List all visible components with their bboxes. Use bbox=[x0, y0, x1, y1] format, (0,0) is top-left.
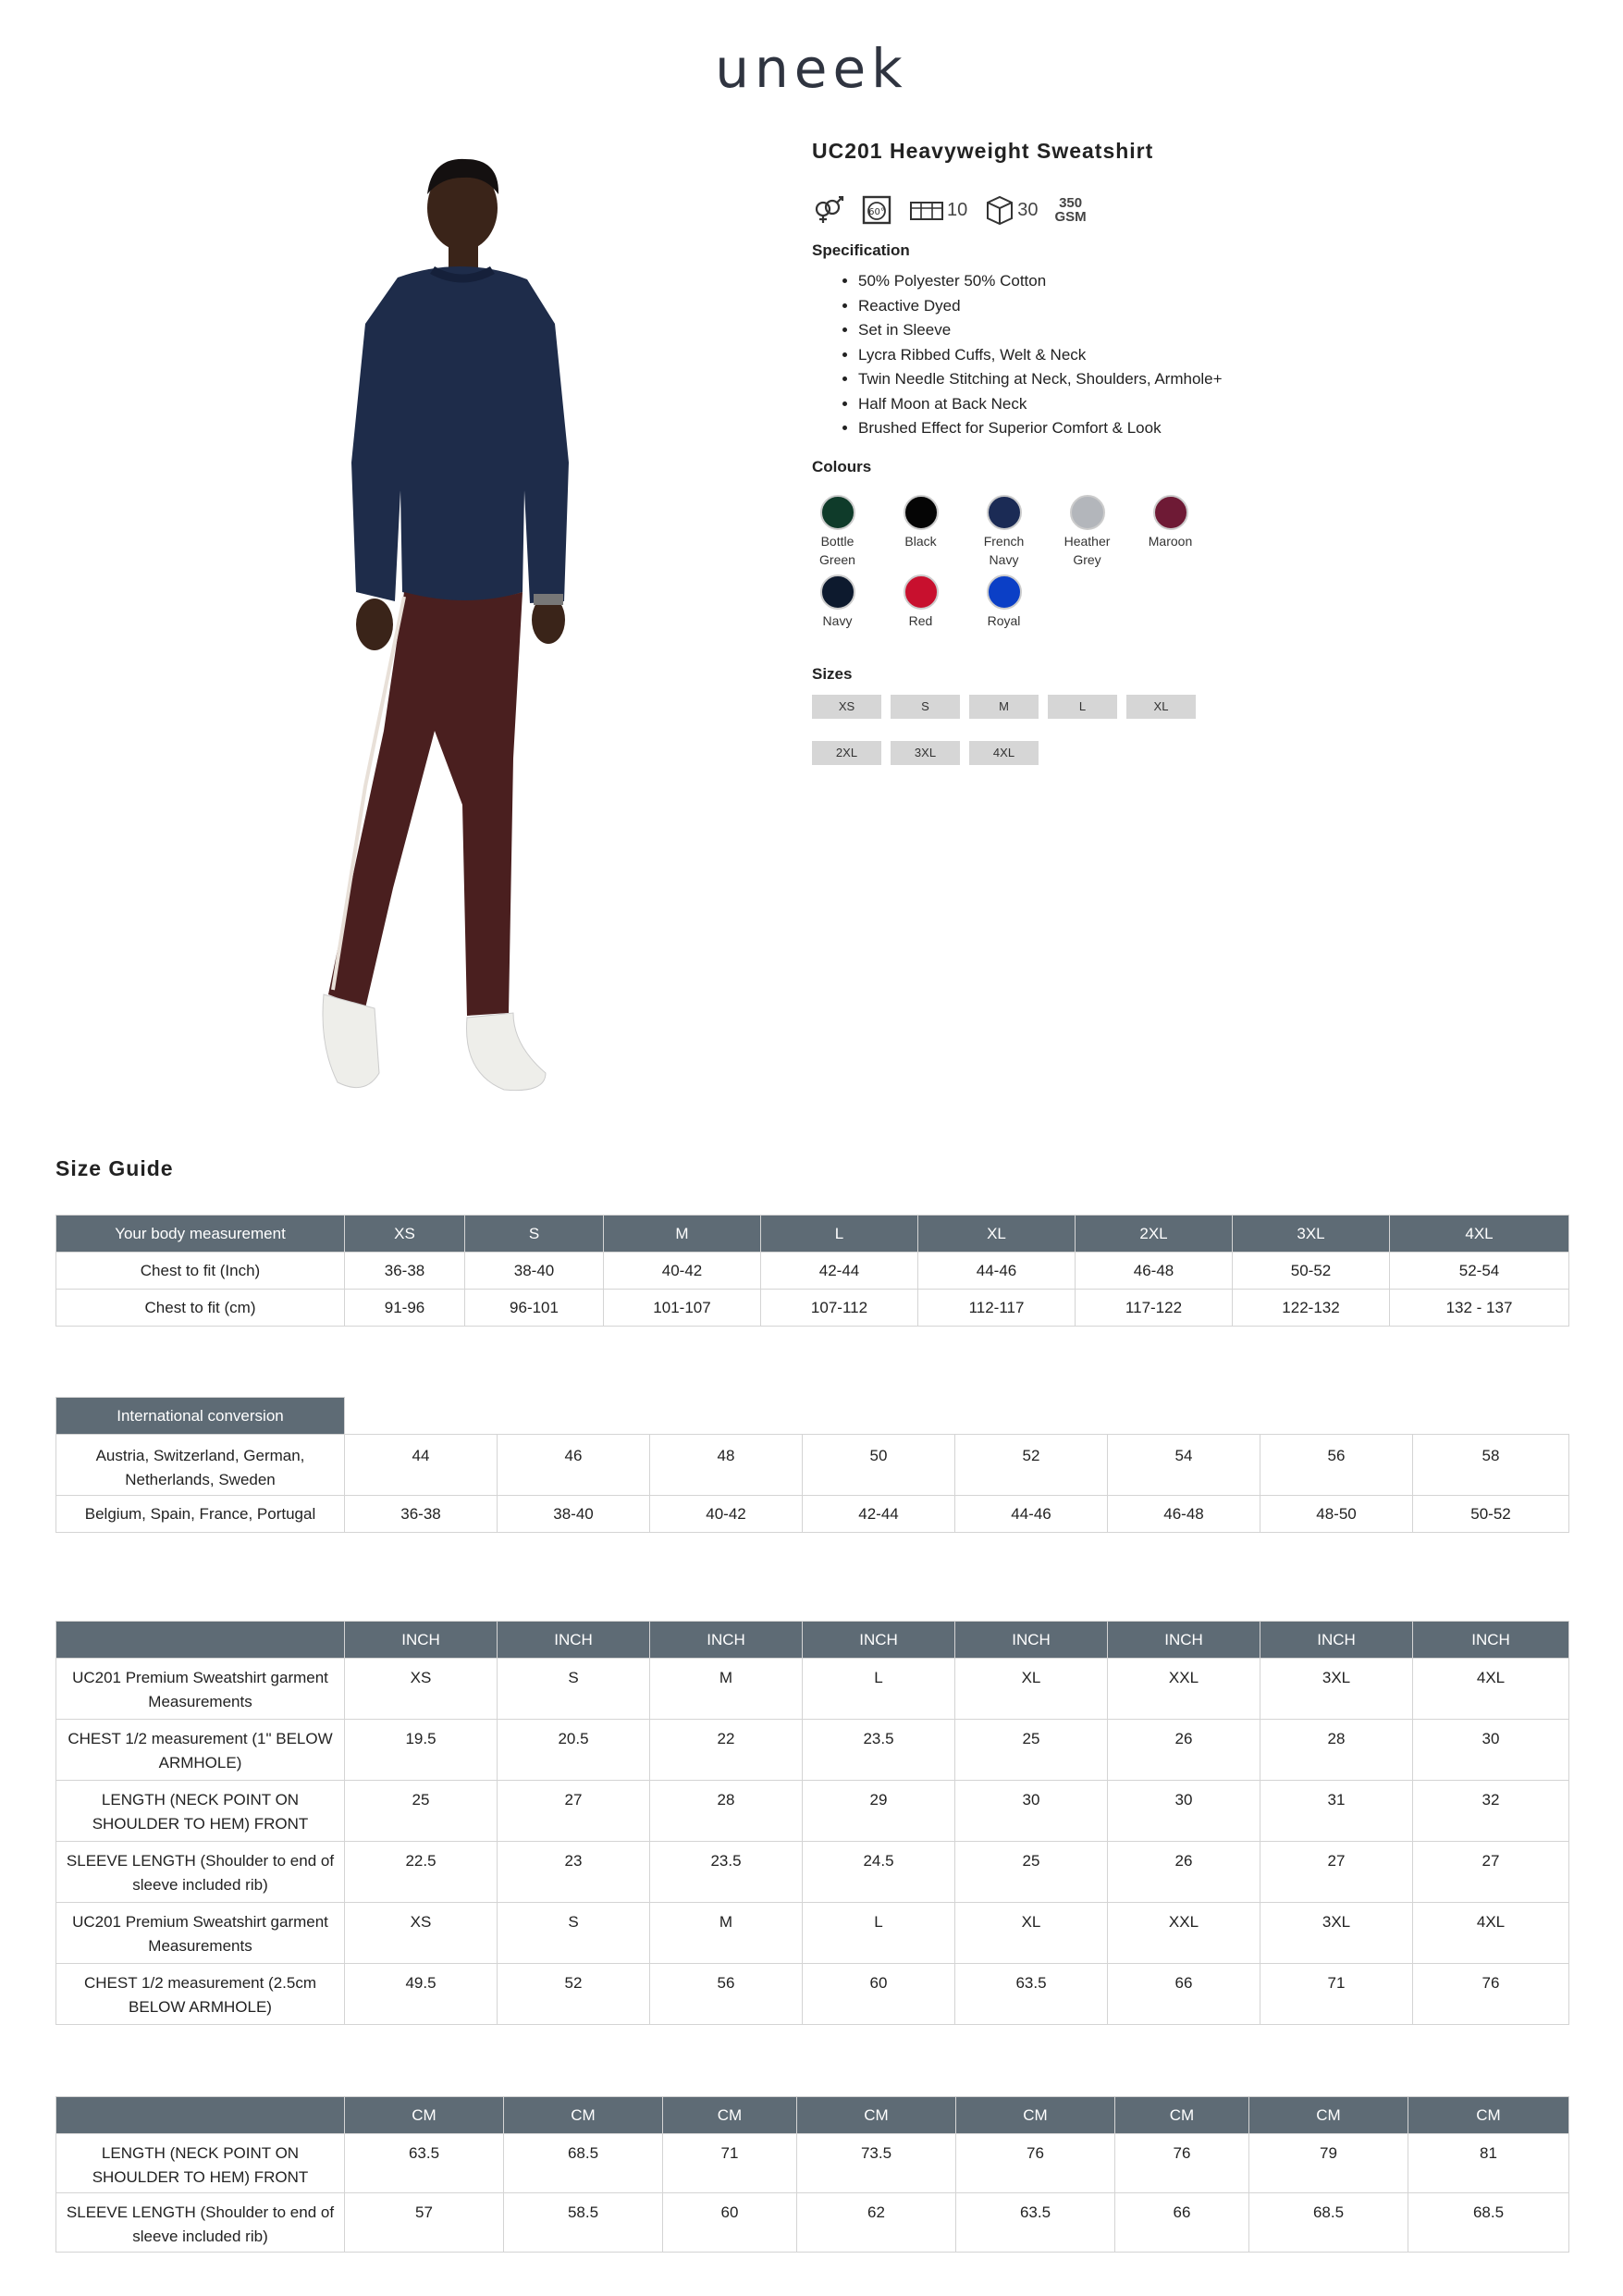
table-header-cell: CM bbox=[956, 2097, 1115, 2134]
table-cell: XXL bbox=[1108, 1903, 1260, 1964]
size-chip-3xl[interactable]: 3XL bbox=[891, 741, 960, 765]
unisex-icon bbox=[812, 196, 845, 224]
table-header-cell: CM bbox=[1115, 2097, 1249, 2134]
table-header-cell: CM bbox=[1408, 2097, 1569, 2134]
box-count: 30 bbox=[1017, 199, 1039, 220]
table-cell: 3XL bbox=[1260, 1903, 1413, 1964]
pack-icon bbox=[908, 197, 945, 223]
table-cell: 44-46 bbox=[918, 1253, 1076, 1290]
swatch-dot bbox=[987, 574, 1022, 610]
table-cell: 38-40 bbox=[465, 1253, 604, 1290]
table-cell: 42-44 bbox=[761, 1253, 918, 1290]
table-cell: 58.5 bbox=[504, 2193, 663, 2253]
table-cell: UC201 Premium Sweatshirt garment Measurements bbox=[56, 1903, 345, 1964]
spec-item: • Lycra Ribbed Cuffs, Welt & Neck bbox=[858, 343, 1570, 368]
table-cell: 26 bbox=[1108, 1720, 1260, 1781]
table-cell: UC201 Premium Sweatshirt garment Measurements bbox=[56, 1659, 345, 1720]
table-cell: 91-96 bbox=[345, 1290, 465, 1327]
table-cell: CHEST 1/2 measurement (1" BELOW ARMHOLE) bbox=[56, 1720, 345, 1781]
specification-list bbox=[812, 269, 1570, 441]
table-row bbox=[56, 1253, 1569, 1290]
table-cell: 44 bbox=[345, 1435, 498, 1496]
table-header-cell: 3XL bbox=[1233, 1216, 1390, 1253]
swatch-dot bbox=[820, 574, 855, 610]
svg-text:60°: 60° bbox=[868, 207, 885, 217]
table-header-cell: S bbox=[465, 1216, 604, 1253]
table-cell: 50-52 bbox=[1413, 1496, 1569, 1533]
table-cell: 25 bbox=[955, 1842, 1108, 1903]
table-cell: 63.5 bbox=[955, 1964, 1108, 2025]
table-header-cell: CM bbox=[663, 2097, 797, 2134]
table-cell: 52-54 bbox=[1390, 1253, 1569, 1290]
table-cell: 26 bbox=[1108, 1842, 1260, 1903]
table-cell: 20.5 bbox=[498, 1720, 650, 1781]
table-cell: 60 bbox=[663, 2193, 797, 2253]
table-cell: 4XL bbox=[1413, 1903, 1569, 1964]
colours-heading: Colours bbox=[812, 457, 872, 475]
table-header-cell: INCH bbox=[1260, 1622, 1413, 1659]
table-cell: XXL bbox=[1108, 1659, 1260, 1720]
table-cell: Chest to fit (Inch) bbox=[56, 1253, 345, 1290]
size-chip-s[interactable]: S bbox=[891, 695, 960, 719]
table-cell: XL bbox=[955, 1903, 1108, 1964]
table-cell: 54 bbox=[1108, 1435, 1260, 1496]
table-header-cell: INCH bbox=[650, 1622, 803, 1659]
table-cell: 117-122 bbox=[1076, 1290, 1233, 1327]
table-header-cell bbox=[56, 1622, 345, 1659]
table-cell: 30 bbox=[955, 1781, 1108, 1842]
spec-item: • Twin Needle Stitching at Neck, Shoulders, Armhole+ bbox=[858, 367, 1570, 392]
table-header-cell: INCH bbox=[498, 1622, 650, 1659]
table-header-row bbox=[56, 1216, 1569, 1253]
table-row bbox=[56, 1496, 1569, 1533]
table-cell: 27 bbox=[498, 1781, 650, 1842]
table-cell: 71 bbox=[663, 2134, 797, 2193]
table-header-cell: CM bbox=[504, 2097, 663, 2134]
table-cell: 50-52 bbox=[1233, 1253, 1390, 1290]
swatch-dot bbox=[1153, 495, 1188, 530]
garment-cm-table bbox=[55, 2096, 1569, 2253]
table-cell: 38-40 bbox=[498, 1496, 650, 1533]
table-cell: 48-50 bbox=[1260, 1496, 1413, 1533]
table-cell: 25 bbox=[345, 1781, 498, 1842]
table-row bbox=[56, 1290, 1569, 1327]
table-row bbox=[56, 1903, 1569, 1964]
table-header-row bbox=[56, 2097, 1569, 2134]
table-cell: L bbox=[803, 1659, 955, 1720]
table-cell: 71 bbox=[1260, 1964, 1413, 2025]
table-cell: XS bbox=[345, 1903, 498, 1964]
swatch-label: Bottle Green bbox=[819, 533, 855, 567]
table-cell: 63.5 bbox=[956, 2193, 1115, 2253]
colour-swatches bbox=[812, 495, 1570, 630]
swatch-dot bbox=[820, 495, 855, 530]
product-model-image bbox=[236, 157, 606, 1119]
table-cell: 44-46 bbox=[955, 1496, 1108, 1533]
table-cell: 22 bbox=[650, 1720, 803, 1781]
swatch-label: Maroon bbox=[1148, 533, 1193, 549]
table-cell: CHEST 1/2 measurement (2.5cm BELOW ARMHOLE) bbox=[56, 1964, 345, 2025]
table-cell: 25 bbox=[955, 1720, 1108, 1781]
table-header-cell: INCH bbox=[345, 1622, 498, 1659]
table-cell: 22.5 bbox=[345, 1842, 498, 1903]
table-header-row bbox=[56, 1398, 1569, 1435]
table-cell: 23.5 bbox=[803, 1720, 955, 1781]
table-cell: 23.5 bbox=[650, 1842, 803, 1903]
table-cell: 46-48 bbox=[1108, 1496, 1260, 1533]
table-row bbox=[56, 2134, 1569, 2193]
table-cell: S bbox=[498, 1659, 650, 1720]
gsm-icon: 350 GSM bbox=[1054, 195, 1087, 225]
table-cell: 66 bbox=[1108, 1964, 1260, 2025]
spec-item: • Half Moon at Back Neck bbox=[858, 392, 1570, 417]
spec-item: • Reactive Dyed bbox=[858, 294, 1570, 319]
care-icons bbox=[812, 191, 1570, 228]
swatch-label: Heather Grey bbox=[1064, 533, 1111, 567]
table-cell: 24.5 bbox=[803, 1842, 955, 1903]
body-measurement-table bbox=[55, 1215, 1569, 1327]
table-header-cell: INCH bbox=[803, 1622, 955, 1659]
table-header-cell: International conversion bbox=[56, 1398, 345, 1435]
international-conversion-table bbox=[55, 1397, 1569, 1533]
swatch-label: French Navy bbox=[983, 533, 1025, 567]
wash-60-icon bbox=[862, 195, 891, 225]
table-cell: 27 bbox=[1260, 1842, 1413, 1903]
table-header-cell: Your body measurement bbox=[56, 1216, 345, 1253]
table-cell: XS bbox=[345, 1659, 498, 1720]
table-cell: 52 bbox=[498, 1964, 650, 2025]
table-cell: 112-117 bbox=[918, 1290, 1076, 1327]
spec-item: • Set in Sleeve bbox=[858, 318, 1570, 343]
swatch-dot bbox=[904, 574, 939, 610]
table-cell: 30 bbox=[1108, 1781, 1260, 1842]
table-header-cell: M bbox=[604, 1216, 761, 1253]
brand-logo: uneek bbox=[715, 37, 908, 100]
swatch-dot bbox=[904, 495, 939, 530]
table-cell: M bbox=[650, 1659, 803, 1720]
swatch-dot bbox=[987, 495, 1022, 530]
table-cell: 79 bbox=[1249, 2134, 1408, 2193]
colour-swatch-maroon[interactable] bbox=[1145, 495, 1196, 569]
table-header-row bbox=[56, 1622, 1569, 1659]
table-cell: 66 bbox=[1115, 2193, 1249, 2253]
colour-swatch-bottle-green[interactable] bbox=[812, 495, 863, 569]
spec-item: • 50% Polyester 50% Cotton bbox=[858, 269, 1570, 294]
colour-swatch-black[interactable] bbox=[895, 495, 946, 569]
pack-count: 10 bbox=[947, 199, 968, 220]
table-header-cell: INCH bbox=[955, 1622, 1108, 1659]
table-cell: 40-42 bbox=[650, 1496, 803, 1533]
table-cell: 76 bbox=[1413, 1964, 1569, 2025]
table-cell: M bbox=[650, 1903, 803, 1964]
table-header-cell: CM bbox=[1249, 2097, 1408, 2134]
table-cell: 27 bbox=[1413, 1842, 1569, 1903]
table-cell: 4XL bbox=[1413, 1659, 1569, 1720]
size-chip-4xl[interactable]: 4XL bbox=[969, 741, 1039, 765]
table-cell: 101-107 bbox=[604, 1290, 761, 1327]
table-cell: 28 bbox=[1260, 1720, 1413, 1781]
table-header-cell: INCH bbox=[1413, 1622, 1569, 1659]
table-cell: 19.5 bbox=[345, 1720, 498, 1781]
table-header-cell: CM bbox=[797, 2097, 956, 2134]
table-cell: 28 bbox=[650, 1781, 803, 1842]
table-cell: 3XL bbox=[1260, 1659, 1413, 1720]
size-chip-xs[interactable]: XS bbox=[812, 695, 881, 719]
box-icon bbox=[984, 195, 1015, 225]
swatch-label: Royal bbox=[987, 612, 1021, 628]
table-cell: 60 bbox=[803, 1964, 955, 2025]
size-chip-m[interactable]: M bbox=[969, 695, 1039, 719]
table-cell: 49.5 bbox=[345, 1964, 498, 2025]
table-cell: 73.5 bbox=[797, 2134, 956, 2193]
table-row bbox=[56, 1781, 1569, 1842]
product-title: UC201 Heavyweight Sweatshirt bbox=[812, 139, 1154, 163]
table-cell: 107-112 bbox=[761, 1290, 918, 1327]
colour-swatch-french-navy[interactable] bbox=[978, 495, 1029, 569]
table-header-cell: 4XL bbox=[1390, 1216, 1569, 1253]
colour-swatch-heather-grey[interactable] bbox=[1062, 495, 1113, 569]
size-chip-l[interactable]: L bbox=[1048, 695, 1117, 719]
table-cell: LENGTH (NECK POINT ON SHOULDER TO HEM) FRONT bbox=[56, 1781, 345, 1842]
table-cell: 132 - 137 bbox=[1390, 1290, 1569, 1327]
table-cell: 48 bbox=[650, 1435, 803, 1496]
table-cell: LENGTH (NECK POINT ON SHOULDER TO HEM) FRONT bbox=[56, 2134, 345, 2193]
colour-swatch-navy[interactable] bbox=[812, 574, 863, 630]
size-chips bbox=[812, 695, 1237, 765]
table-header-cell: 2XL bbox=[1076, 1216, 1233, 1253]
table-cell: 32 bbox=[1413, 1781, 1569, 1842]
table-cell: 96-101 bbox=[465, 1290, 604, 1327]
garment-inch-table bbox=[55, 1621, 1569, 2025]
table-cell: 81 bbox=[1408, 2134, 1569, 2193]
table-cell: XL bbox=[955, 1659, 1108, 1720]
table-cell: 23 bbox=[498, 1842, 650, 1903]
table-row bbox=[56, 1435, 1569, 1496]
table-header-cell: XL bbox=[918, 1216, 1076, 1253]
table-cell: 68.5 bbox=[1249, 2193, 1408, 2253]
table-cell: 68.5 bbox=[1408, 2193, 1569, 2253]
table-cell: 58 bbox=[1413, 1435, 1569, 1496]
table-cell: 56 bbox=[650, 1964, 803, 2025]
size-chip-xl[interactable]: XL bbox=[1126, 695, 1196, 719]
table-row bbox=[56, 1659, 1569, 1720]
table-cell: 30 bbox=[1413, 1720, 1569, 1781]
header-spacer bbox=[345, 1398, 1569, 1435]
table-cell: 62 bbox=[797, 2193, 956, 2253]
table-cell: 42-44 bbox=[803, 1496, 955, 1533]
table-row bbox=[56, 2193, 1569, 2253]
table-cell: S bbox=[498, 1903, 650, 1964]
table-row bbox=[56, 1842, 1569, 1903]
table-row bbox=[56, 1720, 1569, 1781]
sizes-heading: Sizes bbox=[812, 664, 853, 683]
table-cell: 56 bbox=[1260, 1435, 1413, 1496]
table-cell: SLEEVE LENGTH (Shoulder to end of sleeve included rib) bbox=[56, 2193, 345, 2253]
spec-item: • Brushed Effect for Superior Comfort & Look bbox=[858, 416, 1570, 441]
swatch-label: Red bbox=[908, 612, 933, 628]
table-cell: 76 bbox=[1115, 2134, 1249, 2193]
swatch-dot bbox=[1070, 495, 1105, 530]
table-header-cell bbox=[56, 2097, 345, 2134]
swatch-label: Black bbox=[904, 533, 937, 549]
table-cell: 57 bbox=[345, 2193, 504, 2253]
table-cell: 36-38 bbox=[345, 1253, 465, 1290]
table-cell: Chest to fit (cm) bbox=[56, 1290, 345, 1327]
table-cell: 29 bbox=[803, 1781, 955, 1842]
table-cell: 68.5 bbox=[504, 2134, 663, 2193]
table-header-cell: L bbox=[761, 1216, 918, 1253]
table-header-cell: INCH bbox=[1108, 1622, 1260, 1659]
table-cell: 31 bbox=[1260, 1781, 1413, 1842]
colour-swatch-red[interactable] bbox=[895, 574, 946, 630]
table-header-cell: CM bbox=[345, 2097, 504, 2134]
specification-heading: Specification bbox=[812, 241, 910, 259]
swatch-label: Navy bbox=[822, 612, 853, 628]
table-header-cell: XS bbox=[345, 1216, 465, 1253]
size-guide-heading: Size Guide bbox=[55, 1156, 174, 1180]
table-cell: 76 bbox=[956, 2134, 1115, 2193]
table-cell: 46 bbox=[498, 1435, 650, 1496]
table-cell: Belgium, Spain, France, Portugal bbox=[56, 1496, 345, 1533]
table-cell: SLEEVE LENGTH (Shoulder to end of sleeve included rib) bbox=[56, 1842, 345, 1903]
table-cell: 63.5 bbox=[345, 2134, 504, 2193]
table-cell: 40-42 bbox=[604, 1253, 761, 1290]
table-cell: Austria, Switzerland, German, Netherlands, Sweden bbox=[56, 1435, 345, 1496]
table-cell: 46-48 bbox=[1076, 1253, 1233, 1290]
table-row bbox=[56, 1964, 1569, 2025]
table-cell: L bbox=[803, 1903, 955, 1964]
colour-swatch-royal[interactable] bbox=[978, 574, 1029, 630]
table-cell: 52 bbox=[955, 1435, 1108, 1496]
table-cell: 50 bbox=[803, 1435, 955, 1496]
size-chip-2xl[interactable]: 2XL bbox=[812, 741, 881, 765]
table-cell: 36-38 bbox=[345, 1496, 498, 1533]
table-cell: 122-132 bbox=[1233, 1290, 1390, 1327]
